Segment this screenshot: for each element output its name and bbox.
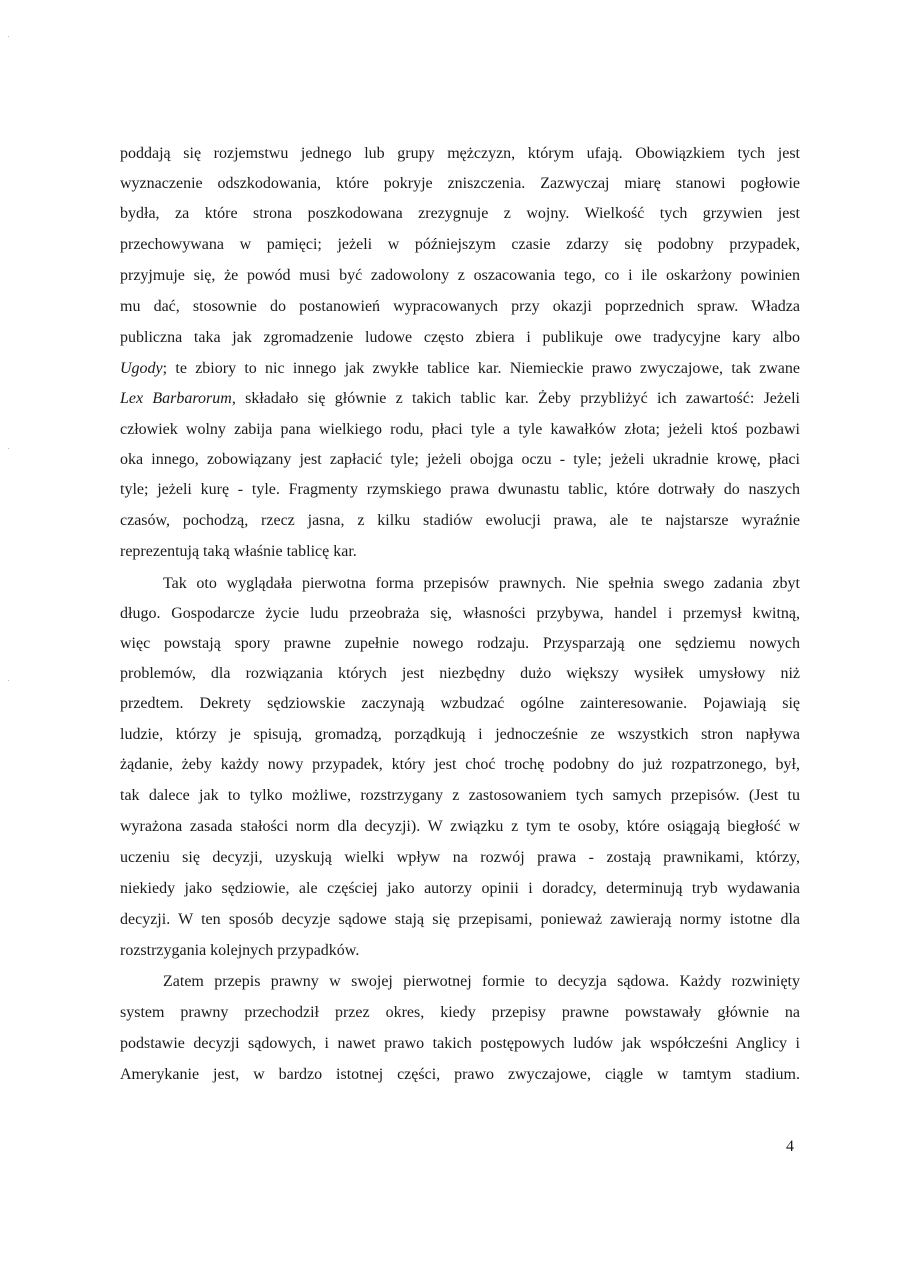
text-line: podstawie decyzji sądowych, i nawet prawo takich postępowych ludów jak współcześni Anglicy i [120, 1035, 800, 1052]
line-text: ; te zbiory to nic innego jak zwykłe tablice kar. Niemieckie prawo zwyczajowe, tak zwane [162, 360, 800, 377]
text-line: długo. Gospodarcze życie ludu przeobraża się, własności przybywa, handel i przemysł kwitną, [120, 605, 800, 622]
text-line: czasów, pochodzą, rzecz jasna, z kilku stadiów ewolucji prawa, ale te najstarsze wyraźnie [120, 512, 800, 529]
text-line: decyzji. W ten sposób decyzje sądowe stają się przepisami, ponieważ zawierają normy istotne dla [120, 911, 800, 928]
italic-term: Lex Barbarorum [120, 390, 232, 407]
scan-speck [8, 680, 9, 681]
text-line: ludzie, którzy je spisują, gromadzą, porządkują i jednocześnie ze wszystkich stron napływa [120, 726, 800, 743]
text-line: system prawny przechodził przez okres, kiedy przepisy prawne powstawały głównie na [120, 1004, 800, 1021]
italic-term: Ugody [120, 360, 163, 377]
text-line: reprezentują taką właśnie tablicę kar. [120, 543, 357, 560]
text-line: człowiek wolny zabija pana wielkiego rodu, płaci tyle a tyle kawałków złota; jeżeli ktoś pozbawi [120, 421, 800, 438]
text-line [120, 388, 800, 410]
text-line: mu dać, stosownie do postanowień wypracowanych przy okazji poprzednich spraw. Władza [120, 298, 800, 315]
text-line: przedtem. Dekrety sędziowskie zaczynają wzbudzać ogólne zainteresowanie. Pojawiają się [120, 695, 800, 712]
text-line: więc powstają spory prawne zupełnie nowego rodzaju. Przysparzają one sędziemu nowych [120, 635, 800, 652]
text-line [120, 358, 800, 380]
text-line: przyjmuje się, że powód musi być zadowolony z oszacowania tego, co i ile oskarżony powinien [120, 267, 800, 284]
text-line: publiczna taka jak zgromadzenie ludowe często zbiera i publikuje owe tradycyjne kary albo [120, 329, 800, 346]
text-line: żądanie, żeby każdy nowy przypadek, który jest choć trochę podobny do już rozpatrzonego, był, [120, 756, 800, 773]
text-line: wyznaczenie odszkodowania, które pokryje zniszczenia. Zazwyczaj miarę stanowi pogłowie [120, 175, 800, 192]
text-line: bydła, za które strona poszkodowana zrezygnuje z wojny. Wielkość tych grzywien jest [120, 205, 800, 222]
text-line: rozstrzygania kolejnych przypadków. [120, 942, 360, 959]
text-line: problemów, dla rozwiązania których jest niezbędny dużo większy wysiłek umysłowy niż [120, 665, 800, 682]
text-line: oka innego, zobowiązany jest zapłacić tyle; jeżeli obojga oczu - tyle; jeżeli ukradnie krowę, płaci [120, 451, 800, 468]
text-line: poddają się rozjemstwu jednego lub grupy mężczyzn, którym ufają. Obowiązkiem tych jest [120, 145, 800, 162]
text-line: tak dalece jak to tylko możliwe, rozstrzygany z zastosowaniem tych samych przepisów. (Jest tu [120, 787, 800, 804]
text-line: wyrażona zasada stałości norm dla decyzji). W związku z tym te osoby, które osiągają biegłość w [120, 818, 800, 835]
text-line: Amerykanie jest, w bardzo istotnej części, prawo zwyczajowe, ciągle w tamtym stadium. [120, 1066, 800, 1083]
paragraph-first-line: Tak oto wyglądała pierwotna forma przepisów prawnych. Nie spełnia swego zadania zbyt [163, 575, 800, 592]
paragraph-first-line: Zatem przepis prawny w swojej pierwotnej formie to decyzja sądowa. Każdy rozwinięty [163, 973, 800, 990]
page-number: 4 [786, 1138, 794, 1155]
scan-speck [8, 448, 9, 449]
text-line: uczeniu się decyzji, uzyskują wielki wpływ na rozwój prawa - zostają prawnikami, którzy, [120, 849, 800, 866]
line-text: , składało się głównie z takich tablic kar. Żeby przybliżyć ich zawartość: Jeżeli [231, 390, 800, 407]
text-line: tyle; jeżeli kurę - tyle. Fragmenty rzymskiego prawa dwunastu tablic, które dotrwały do naszych [120, 481, 800, 498]
scan-speck [8, 36, 9, 37]
text-line: przechowywana w pamięci; jeżeli w późniejszym czasie zdarzy się podobny przypadek, [120, 236, 800, 253]
text-line: niekiedy jako sędziowie, ale częściej jako autorzy opinii i doradcy, determinują tryb wydawania [120, 880, 800, 897]
